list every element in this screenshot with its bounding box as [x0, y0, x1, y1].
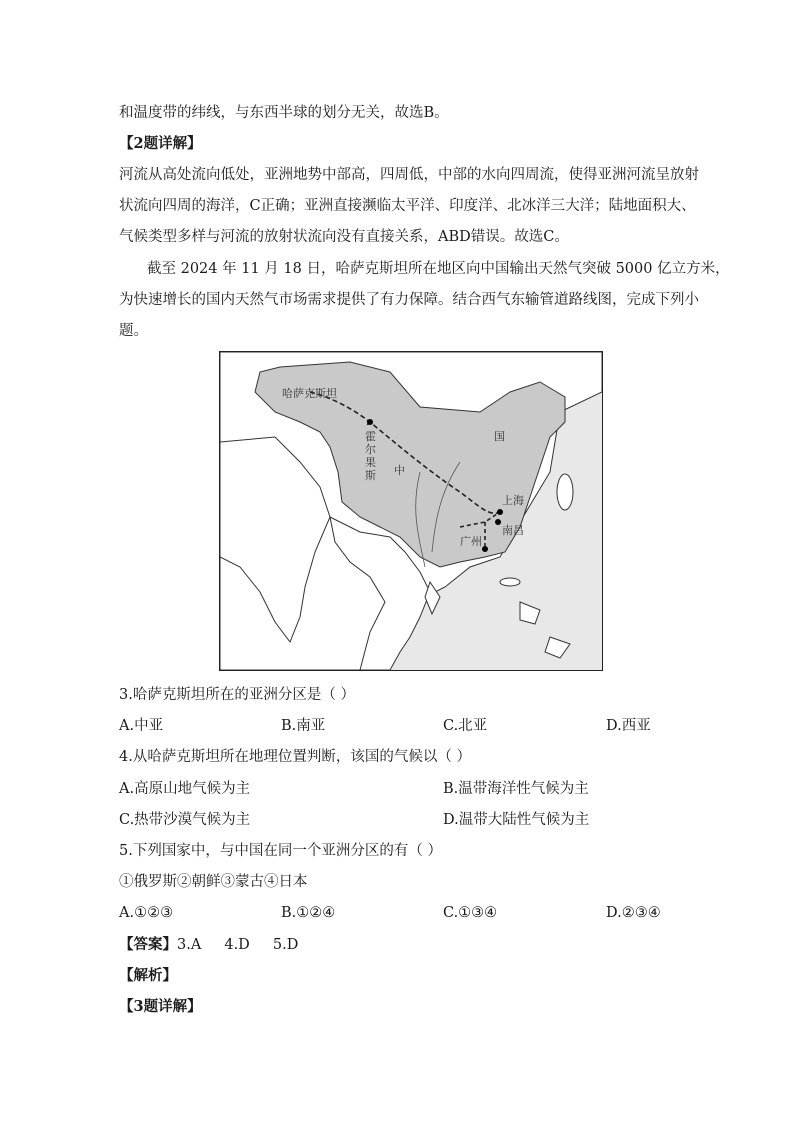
- khorgos-dot: [367, 419, 373, 425]
- pipeline-map: [219, 351, 603, 671]
- question-5-stem: 5.下列国家中，与中国在同一个亚洲分区的有（ ）: [119, 843, 442, 859]
- china-label-zhong: 中: [394, 464, 405, 477]
- nanchang-label: 南昌: [502, 524, 524, 537]
- analysis-heading: 【解析】: [119, 967, 177, 984]
- text-line: 状流向四周的海洋，C正确；亚洲直接濒临太平洋、印度洋、北冰洋三大洋；陆地面积大、: [119, 198, 696, 214]
- text-line: 题。: [119, 323, 148, 339]
- q5-option-c[interactable]: C.①③④: [443, 905, 498, 921]
- guangzhou-label: 广州: [460, 535, 482, 548]
- q3-option-c[interactable]: C.北亚: [443, 718, 488, 734]
- shanghai-label: 上海: [502, 494, 524, 507]
- question-5-list: ①俄罗斯②朝鲜③蒙古④日本: [119, 874, 308, 890]
- q5-option-d[interactable]: D.②③④: [606, 905, 661, 921]
- guangzhou-dot: [482, 546, 488, 552]
- question-4-stem: 4.从哈萨克斯坦所在地理位置判断，该国的气候以（ ）: [119, 749, 471, 765]
- text-line: 气候类型多样与河流的放射状流向没有直接关系，ABD错误。故选C。: [119, 229, 569, 245]
- q4-option-a[interactable]: A.高原山地气候为主: [119, 781, 251, 797]
- answer-label: 【答案】: [119, 936, 177, 953]
- q3-option-d[interactable]: D.西亚: [606, 718, 651, 734]
- khorgos-char-3: 果: [365, 456, 376, 469]
- text-line: 截至 2024 年 11 月 18 日，哈萨克斯坦所在地区向中国输出天然气突破 5000 亿立方米，: [147, 261, 730, 277]
- q4-option-b[interactable]: B.温带海洋性气候为主: [443, 781, 589, 797]
- khorgos-char-1: 霍: [365, 430, 376, 443]
- answer-line: [119, 936, 298, 954]
- section-heading: 【3题详解】: [119, 998, 202, 1015]
- section-heading: 【2题详解】: [119, 135, 202, 152]
- q3-option-a[interactable]: A.中亚: [119, 718, 164, 734]
- khorgos-char-2: 尔: [365, 443, 376, 456]
- q4-option-c[interactable]: C.热带沙漠气候为主: [119, 812, 251, 828]
- text-line: 和温度带的纬线，与东西半球的划分无关，故选B。: [119, 105, 449, 121]
- q4-option-d[interactable]: D.温带大陆性气候为主: [443, 812, 590, 828]
- nanchang-dot: [495, 519, 501, 525]
- q5-option-a[interactable]: A.①②③: [119, 905, 174, 921]
- text-line: 河流从高处流向低处，亚洲地势中部高，四周低，中部的水向四周流，使得亚洲河流呈放射: [119, 167, 699, 183]
- shanghai-dot: [497, 509, 503, 515]
- china-label-guo: 国: [494, 430, 505, 443]
- kazakhstan-label: 哈萨克斯坦: [282, 387, 337, 400]
- answer-value: 3.A 4.D 5.D: [177, 937, 299, 953]
- khorgos-char-4: 斯: [365, 469, 376, 482]
- q3-option-b[interactable]: B.南亚: [281, 718, 326, 734]
- text-line: 为快速增长的国内天然气市场需求提供了有力保障。结合西气东输管道路线图，完成下列小: [119, 292, 699, 308]
- question-3-stem: 3.哈萨克斯坦所在的亚洲分区是（ ）: [119, 687, 355, 703]
- q5-option-b[interactable]: B.①②④: [281, 905, 336, 921]
